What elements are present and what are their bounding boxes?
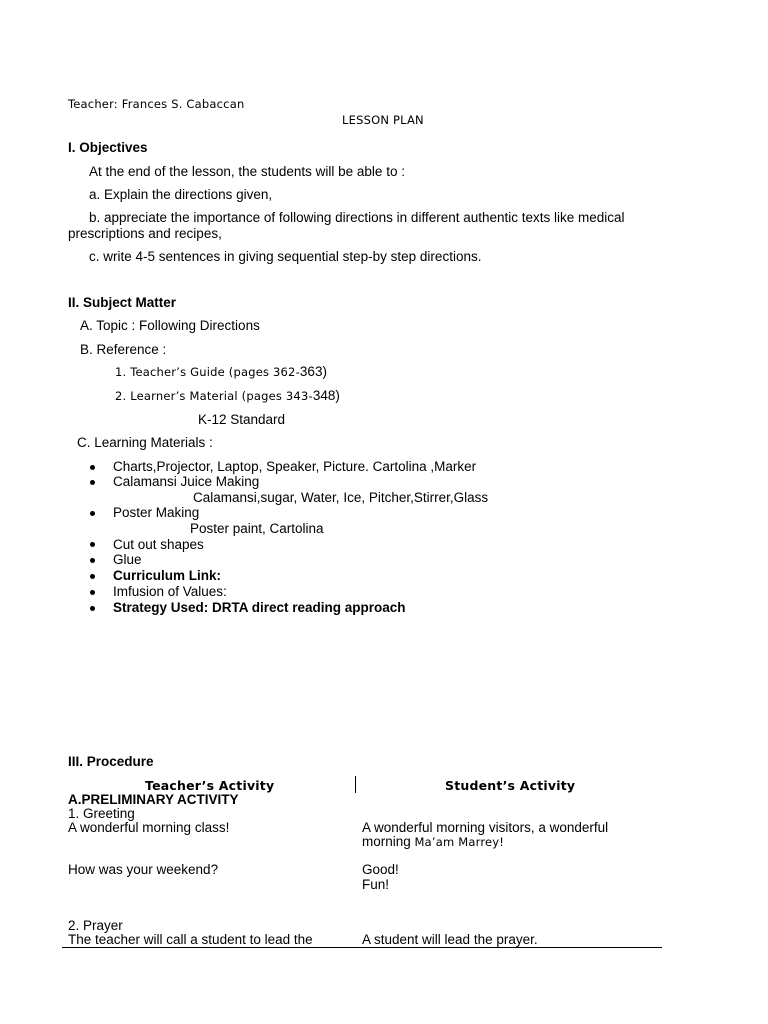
objective-c: c. write 4-5 sentences in giving sequential step-by step directions. [89, 249, 482, 264]
material-item-1: Charts,Projector, Laptop, Speaker, Picture. Cartolina ,Marker [113, 459, 477, 474]
subject-matter-heading: II. Subject Matter [68, 295, 177, 310]
k12-standard: K-12 Standard [198, 412, 286, 427]
bullet-icon [90, 558, 95, 563]
student-answer-fun: Fun! [362, 877, 390, 892]
topic: A. Topic : Following Directions [80, 318, 260, 333]
bullet-icon [90, 542, 95, 547]
teacher-weekend-question: How was your weekend? [68, 862, 219, 877]
teacher-greeting: A wonderful morning class! [68, 820, 230, 835]
curriculum-link: Curriculum Link: [113, 568, 222, 583]
bullet-icon [90, 574, 95, 579]
teacher-prayer-instruction: The teacher will call a student to lead the [68, 932, 313, 947]
strategy-used: Strategy Used: DRTA direct reading approach [113, 600, 406, 615]
material-item-3: Poster Making [113, 505, 200, 520]
objective-b-line2: prescriptions and recipes, [68, 226, 222, 241]
student-activity-column-header: Student’s Activity [445, 778, 576, 793]
preliminary-activity-heading: A.PRELIMINARY ACTIVITY [68, 792, 239, 807]
student-answer-good: Good! [362, 862, 399, 877]
infusion-of-values: Imfusion of Values: [113, 584, 227, 599]
reference-2 [115, 388, 340, 404]
objectives-heading: I. Objectives [68, 140, 148, 155]
teacher-name: Teacher: Frances S. Cabaccan [68, 97, 245, 111]
material-item-2: Calamansi Juice Making [113, 474, 260, 489]
material-item-4: Cut out shapes [113, 537, 204, 552]
procedure-heading: III. Procedure [68, 754, 154, 769]
reference-1-end: 363) [299, 364, 327, 379]
material-item-5: Glue [113, 552, 142, 567]
objective-a: a. Explain the directions given, [89, 187, 273, 202]
prayer-label: 2. Prayer [68, 918, 123, 933]
reference-2-text: 2. Learner’s Material (pages 343- [115, 389, 313, 403]
learning-materials-heading: C. Learning Materials : [77, 435, 213, 450]
student-greeting-line1: A wonderful morning visitors, a wonderful [362, 820, 609, 835]
reference-1-text: 1. Teacher’s Guide (pages 362- [115, 365, 300, 379]
document-title: LESSON PLAN [342, 113, 424, 127]
greeting-label: 1. Greeting [68, 806, 135, 821]
material-item-3-detail: Poster paint, Cartolina [190, 521, 324, 536]
student-prayer-response: A student will lead the prayer. [362, 932, 538, 947]
reference-1 [115, 364, 327, 380]
bullet-icon [90, 590, 95, 595]
reference-label: B. Reference : [80, 342, 167, 357]
bullet-icon [90, 465, 95, 470]
objectives-intro: At the end of the lesson, the students will be able to : [89, 164, 405, 179]
bullet-icon [90, 511, 95, 516]
student-greeting-morning: morning [362, 834, 415, 849]
student-greeting-name: Ma’am Marrey! [414, 835, 505, 849]
objective-b-line1: b. appreciate the importance of following directions in different authentic texts like medical [89, 210, 625, 225]
teacher-activity-column-header: Teacher’s Activity [145, 778, 275, 793]
reference-2-end: 348) [312, 388, 340, 403]
material-item-2-detail: Calamansi,sugar, Water, Ice, Pitcher,Stirrer,Glass [193, 490, 489, 505]
column-divider [355, 776, 356, 793]
table-bottom-rule [62, 947, 662, 948]
bullet-icon [90, 606, 95, 611]
bullet-icon [90, 480, 95, 485]
student-greeting-line2 [362, 834, 504, 850]
